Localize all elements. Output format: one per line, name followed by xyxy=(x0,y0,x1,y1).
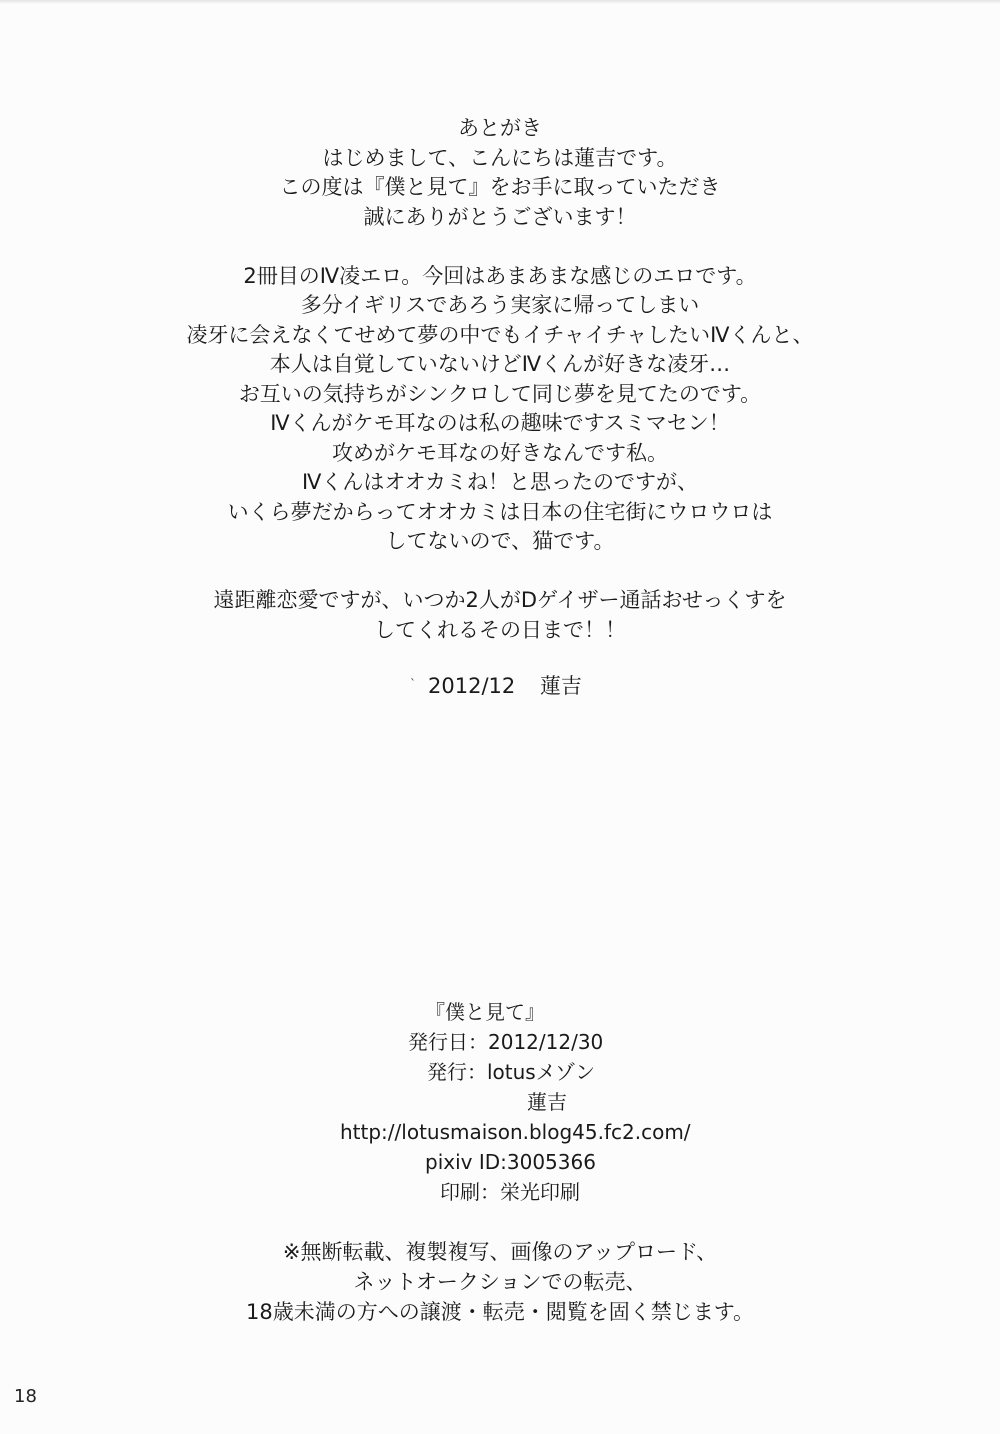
afterword-line: 多分イギリスであろう実家に帰ってしまい xyxy=(300,293,700,317)
afterword-line: 本人は自覚していないけどⅣくんが好きな凌牙… xyxy=(269,352,731,376)
afterword-line: お互いの気持ちがシンクロして同じ夢を見てたのです。 xyxy=(238,381,762,406)
afterword-line: Ⅳくんはオオカミね！と思ったのですが、 xyxy=(301,470,699,494)
scan-edge xyxy=(0,0,1000,4)
colophon-url: http://lotusmaison.blog45.fc2.com/ xyxy=(340,1120,691,1144)
afterword-signature xyxy=(428,672,582,701)
paragraph-break xyxy=(0,557,1000,587)
signature-name: 蓮吉 xyxy=(539,674,582,698)
notice-line: ネットオークションでの転売、 xyxy=(353,1270,647,1294)
notice-line: 18歳未満の方への譲渡・転売・閲覧を固く禁じます。 xyxy=(245,1300,755,1324)
afterword-line: この度は『僕と見て』をお手に取っていただき xyxy=(279,175,721,199)
colophon-issue-date: 発行日：2012/12/30 xyxy=(408,1030,604,1054)
afterword-line: 遠距離恋愛ですが、いつか2人がDゲイザー通話おせっくすを xyxy=(213,588,787,612)
signature-date: 2012/12 xyxy=(428,674,516,698)
notice-line: ※無断転載、複製複写、画像のアップロード、 xyxy=(282,1240,718,1264)
afterword-line: してないので、猫です。 xyxy=(385,529,615,553)
afterword-line: 2冊目のⅣ凌エロ。今回はあまあまな感じのエロです。 xyxy=(243,263,757,288)
page-number: 18 xyxy=(14,1386,37,1407)
paragraph-break xyxy=(0,232,1000,262)
afterword-line: はじめまして、こんにちは蓮吉です。 xyxy=(322,145,678,170)
afterword-heading: あとがき xyxy=(458,116,542,140)
afterword-line: いくら夢だからってオオカミは日本の住宅街にウロウロは xyxy=(227,499,773,524)
afterword-line: 攻めがケモ耳なの好きなんです私。 xyxy=(332,440,668,465)
colophon xyxy=(0,997,1000,1207)
afterword-line: Ⅳくんがケモ耳なのは私の趣味ですスミマセン！ xyxy=(270,411,730,435)
copyright-notice xyxy=(0,1237,1000,1327)
colophon-printer: 印刷：栄光印刷 xyxy=(440,1180,580,1204)
stray-mark: ˋ xyxy=(410,677,416,691)
afterword-line: 誠にありがとうございます！ xyxy=(363,204,637,229)
colophon-title: 『僕と見て』 xyxy=(425,1000,545,1024)
afterword-line: 凌牙に会えなくてせめて夢の中でもイチャイチャしたいⅣくんと、 xyxy=(186,322,814,347)
colophon-publisher: 発行：lotusメゾン xyxy=(427,1060,596,1084)
colophon-author: 蓮吉 xyxy=(527,1090,567,1114)
afterword-line: してくれるその日まで！！ xyxy=(374,617,626,642)
colophon-pixiv: pixiv ID:3005366 xyxy=(425,1150,596,1174)
afterword-section xyxy=(0,114,1000,645)
